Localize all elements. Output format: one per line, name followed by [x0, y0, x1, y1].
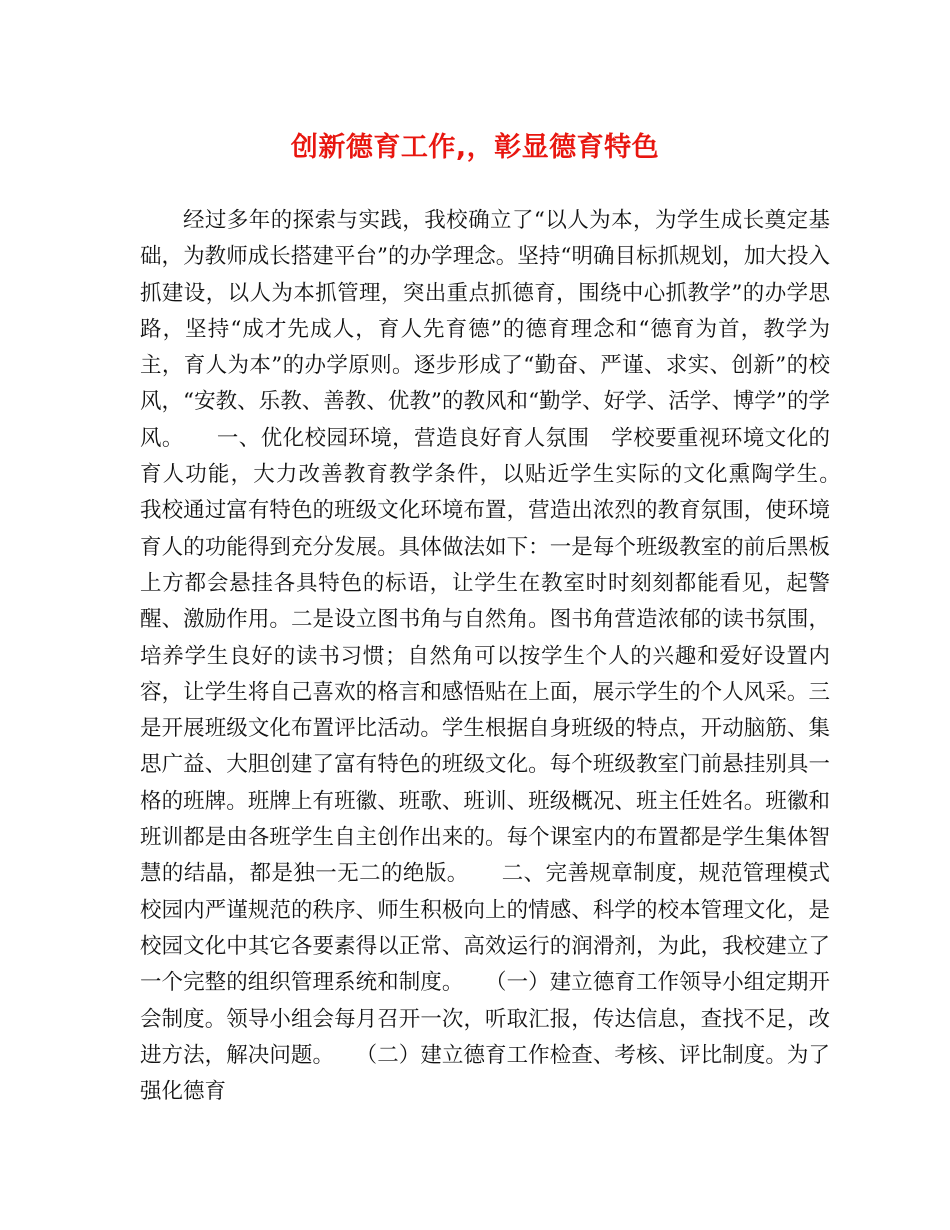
document-title: 创新德育工作,，彰显德育特色: [290, 132, 660, 163]
document-body-paragraph: 经过多年的探索与实践，我校确立了“以人为本，为学生成长奠定基础，为教师成长搭建平台”的办学理念。坚持“明确目标抓规划，加大投入抓建设，以人为本抓管理，突出重点抓德育，围绕中心抓教学”的办学思路，坚持“成才先成人，育人先育德”的德育理念和“德育为首，教学为主，育人为本”的办学原则。逐步形成了“勤奋、严谨、求实、创新”的校风，“安教、乐教、善教、优教”的教风和“勤学、好学、活学、博学”的学风。 一、优化校园环境，营造良好育人氛围 学校要重视环境文化的育人功能，大力改善教育教学条件，以贴近学生实际的文化熏陶学生。 我校通过富有特色的班级文化环境布置，营造出浓烈的教育氛围，使环境育人的功能得到充分发展。具体做法如下：一是每个班级教室的前后黑板上方都会悬挂各具特色的标语，让学生在教室时时刻刻都能看见，起警醒、激励作用。二是设立图书角与自然角。图书角营造浓郁的读书氛围，培养学生良好的读书习惯；自然角可以按学生个人的兴趣和爱好设置内容，让学生将自己喜欢的格言和感悟贴在上面，展示学生的个人风采。三是开展班级文化布置评比活动。学生根据自身班级的特点，开动脑筋、集思广益、大胆创建了富有特色的班级文化。每个班级教室门前悬挂别具一格的班牌。班牌上有班徽、班歌、班训、班级概况、班主任姓名。班徽和班训都是由各班学生自主创作出来的。每个课室内的布置都是学生集体智慧的结晶，都是独一无二的绝版。 二、完善规章制度，规范管理模式 校园内严谨规范的秩序、师生积极向上的情感、科学的校本管理文化，是校园文化中其它各要素得以正常、高效运行的润滑剂，为此，我校建立了一个完整的组织管理系统和制度。 （一）建立德育工作领导小组定期开会制度。领导小组会每月召开一次，听取汇报，传达信息，查找不足，改进方法，解决问题。 （二）建立德育工作检查、考核、评比制度。为了强化德育: [140, 208, 874, 1105]
